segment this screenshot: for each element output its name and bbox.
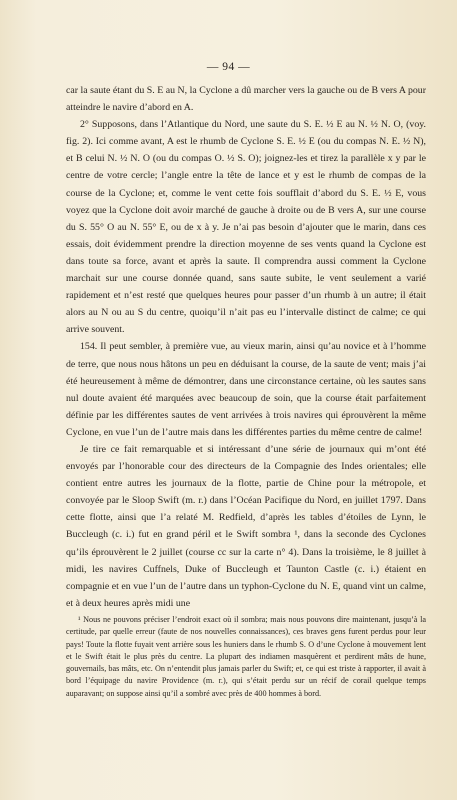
- paragraph-2: 2° Supposons, dans l’Atlantique du Nord, une saute du S. E. ½ E au N. ½ N. O, (voy. fig. 2). Ici comme avant, A est le rhumb de Cyclone S. E. ½ E (ou du compas N. E. ½ N), et B celui N. ½ N. O (ou du compas O. ½ S. O); joignez-les et tirez la parallèle x y par le centre de votre cercle; l’angle entre la tête de lance et y est le rhumb de compas de la course de la Cyclone; et, comme le vent cette fois soufflait d’abord du S. E. ½ E, vous voyez que la Cyclone doit avoir marché de gauche à droite ou de B vers A, sur une course du S. 55° O au N. 55° E, ou de x à y. Je n’ai pas besoin d’ajouter que le marin, dans ces essais, doit évidemment prendre la direction moyenne de ses vents quand la Cyclone est dans toute sa force, avant et après la saute. Il comprendra aussi comment la Cyclone marchait sur une course donnée quand, sans saute subite, le vent seulement a varié rapidement et n’est resté que quelques heures pour passer d’un rhumb à un autre; il était alors au N ou au S du centre, quoiqu’il n’ait pas eu l’intervalle distinct de calme; ce qui arrive souvent.: [66, 119, 426, 336]
- footnote-block: [66, 614, 426, 700]
- footnote-text: ¹ Nous ne pouvons préciser l’endroit exact où il sombra; mais nous pouvons dire maintenant, jusqu’à la certitude, par quelle erreur (faute de nos nouvelles connaissances), ces braves gens furent perdus pour leur pays! Toute la flotte fuyait vent arrière sous les huniers dans le rhumb S. O d’une Cyclone à mouvement lent et le Swift était le plus près du centre. La plupart des indiamen masquèrent et perdirent mâts de hune, gouvernails, bas mâts, etc. On n’entendit plus jamais parler du Swift; et, ce qui est triste à rapporter, il avait à bord l’équipage du navire Providence (m. r.), qui s’était perdu sur un récif de corail quelque temps auparavant; on suppose ainsi qu’il a sombré avec près de 400 hommes à bord.: [66, 615, 426, 698]
- paragraph-3: 154. Il peut sembler, à première vue, au vieux marin, ainsi qu’au novice et à l’homme de terre, que nous nous hâtons un peu en déduisant la course, de la saute de vent; mais j’ai été heureusement à même de démontrer, dans une circonstance certaine, où les sautes sans nul doute avaient été marquées avec beaucoup de soin, que la course était parfaitement définie par les différentes sautes de vent arrivées à trois navires qui éprouvèrent la même Cyclone, en vue l’un de l’autre mais dans les différentes parties du même centre de calme!: [66, 341, 426, 438]
- main-text: [66, 82, 426, 612]
- page-number: — 94 —: [206, 61, 251, 73]
- paragraph-1: car la saute étant du S. E au N, la Cyclone a dû marcher vers la gauche ou de B vers A pour atteindre le navire d’abord en A.: [66, 85, 426, 114]
- paragraph-4: Je tire ce fait remarquable et si intéressant d’une série de journaux qui m’ont été envoyés par l’honorable cour des directeurs de la Compagnie des Indes orientales; elle contient entre autres les journaux de la flotte, partie de Chine pour la métropole, et convoyée par le Sloop Swift (m. r.) dans l’Océan Pacifique du Nord, en juillet 1797. Dans cette flotte, ainsi que l’a relaté M. Redfield, d’après les tables d’étoiles de Lynn, le Buccleugh (c. i.) fut en grand péril et le Swift sombra ¹, dans la seconde des Cyclones qu’ils éprouvèrent le 2 juillet (course cc sur la carte n° 4). Dans la troisième, le 8 juillet à midi, les navires Cuffnels, Duke of Buccleugh et Taunton Castle (c. i.) étaient en compagnie et en vue l’un de l’autre dans un typhon-Cyclone du N. E, quand vint un calme, et à deux heures après midi une: [66, 443, 426, 609]
